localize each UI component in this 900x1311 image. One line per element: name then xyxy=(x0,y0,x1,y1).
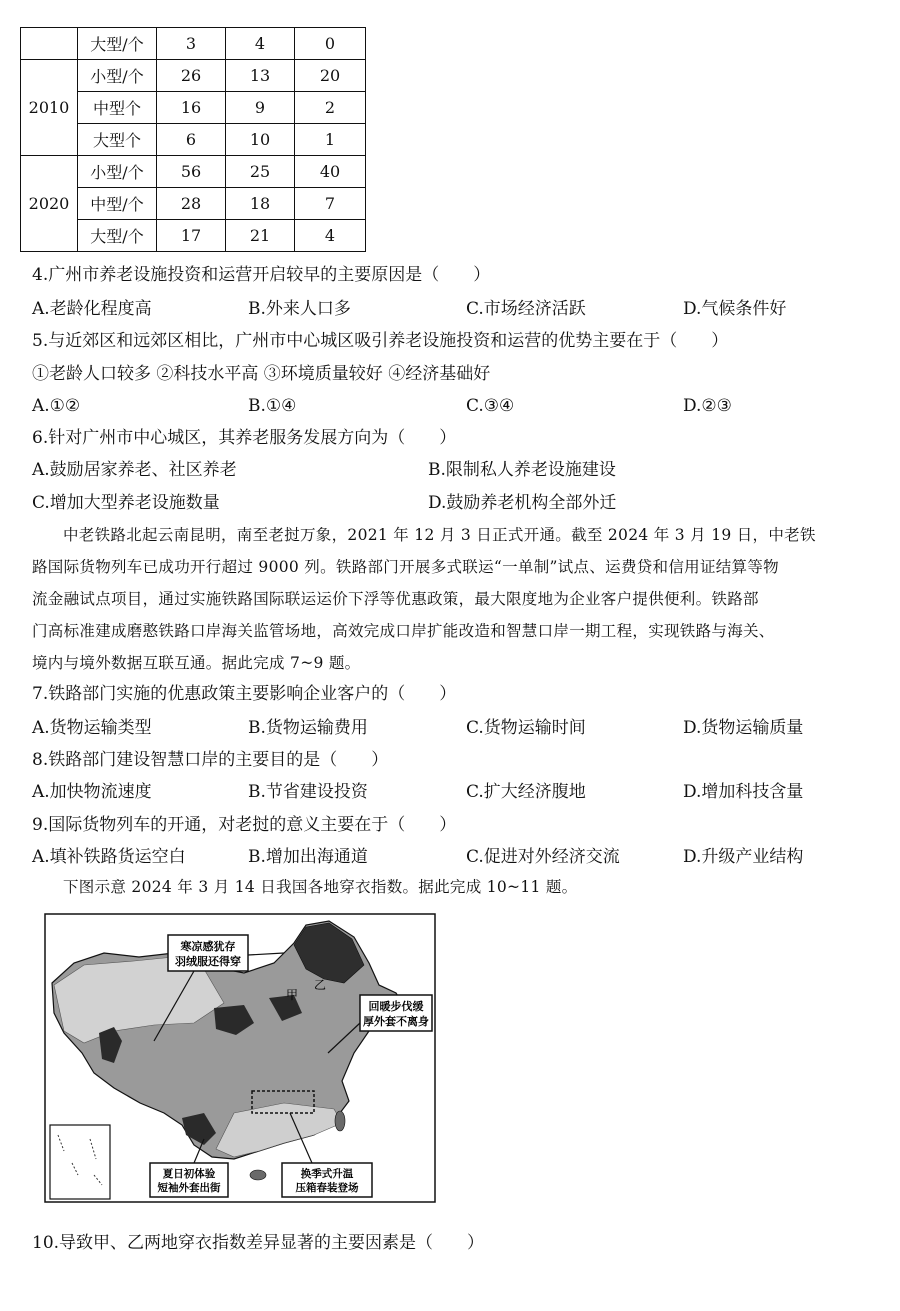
question-8-stem: 8.铁路部门建设智慧口岸的主要目的是（ ） xyxy=(32,750,389,770)
passage-line: 中老铁路北起云南昆明，南至老挝万象，2021 年 12 月 3 日正式开通。截至 2024 年 3 月 19 日，中老铁 xyxy=(63,526,816,544)
south-china-sea-inset xyxy=(50,1125,110,1199)
callout-text: 压箱春装登场 xyxy=(295,1182,359,1194)
table-cell-value: 17 xyxy=(157,220,226,252)
question-5-stem: 5.与近郊区和远郊区相比，广州市中心城区吸引养老设施投资和运营的优势主要在于（ ） xyxy=(32,331,729,351)
table-cell-value: 10 xyxy=(226,124,295,156)
table-cell-value: 13 xyxy=(226,60,295,92)
table-cell-value: 1 xyxy=(295,124,366,156)
callout-text: 夏日初体验 xyxy=(162,1168,216,1180)
table-cell-value: 3 xyxy=(157,28,226,60)
callout-text: 羽绒服还得穿 xyxy=(175,955,241,968)
table-cell-size: 大型/个 xyxy=(78,28,157,60)
question-6-stem: 6.针对广州市中心城区，其养老服务发展方向为（ ） xyxy=(32,428,457,448)
q4-option-c: C.市场经济活跃 xyxy=(466,299,586,319)
facility-count-table xyxy=(20,27,366,252)
table-cell-size: 小型/个 xyxy=(78,156,157,188)
q4-option-b: B.外来人口多 xyxy=(248,299,351,319)
passage-china-laos-railway xyxy=(32,519,870,679)
question-7-stem: 7.铁路部门实施的优惠政策主要影响企业客户的（ ） xyxy=(32,684,457,704)
passage-line: 流金融试点项目，通过实施铁路国际联运运价下浮等优惠政策，最大限度地为企业客户提供便利。铁路部 xyxy=(32,590,759,608)
q8-option-a: A.加快物流速度 xyxy=(32,782,152,802)
table-cell-size: 中型/个 xyxy=(78,188,157,220)
q8-option-d: D.增加科技含量 xyxy=(683,782,804,802)
table-cell-value: 26 xyxy=(157,60,226,92)
q5-option-a: A.①② xyxy=(32,396,81,416)
question-4-stem: 4.广州市养老设施投资和运营开启较早的主要原因是（ ） xyxy=(32,265,491,285)
table-cell-year xyxy=(21,28,78,60)
table-cell-value: 56 xyxy=(157,156,226,188)
table-cell-value: 0 xyxy=(295,28,366,60)
table-cell-year: 2010 xyxy=(21,60,78,156)
q6-option-d: D.鼓励养老机构全部外迁 xyxy=(428,493,617,513)
passage-line: 境内与境外数据互联互通。据此完成 7~9 题。 xyxy=(32,654,361,672)
hainan-island xyxy=(250,1170,266,1180)
callout-text: 寒凉感犹存 xyxy=(180,940,236,953)
q6-option-a: A.鼓励居家养老、社区养老 xyxy=(32,460,237,480)
q5-option-b: B.①④ xyxy=(248,396,297,416)
question-10-stem: 10.导致甲、乙两地穿衣指数差异显著的主要因素是（ ） xyxy=(32,1233,485,1253)
q7-option-a: A.货物运输类型 xyxy=(32,718,152,738)
q4-option-d: D.气候条件好 xyxy=(683,299,787,319)
table-cell-value: 18 xyxy=(226,188,295,220)
table-row xyxy=(21,60,366,92)
q6-option-b: B.限制私人养老设施建设 xyxy=(428,460,616,480)
callout-text: 换季式升温 xyxy=(300,1168,354,1180)
q9-option-b: B.增加出海通道 xyxy=(248,847,368,867)
q5-option-d: D.②③ xyxy=(683,396,732,416)
table-cell-value: 28 xyxy=(157,188,226,220)
callout-text: 回暖步伐缓 xyxy=(368,1000,424,1013)
q7-option-d: D.货物运输质量 xyxy=(683,718,804,738)
table-cell-size: 中型个 xyxy=(78,92,157,124)
table-cell-value: 20 xyxy=(295,60,366,92)
question-9-stem: 9.国际货物列车的开通，对老挝的意义主要在于（ ） xyxy=(32,815,457,835)
q8-option-c: C.扩大经济腹地 xyxy=(466,782,586,802)
table-cell-value: 4 xyxy=(226,28,295,60)
table-cell-value: 6 xyxy=(157,124,226,156)
q7-option-c: C.货物运输时间 xyxy=(466,718,586,738)
callout-text: 厚外套不离身 xyxy=(363,1015,429,1028)
table-cell-year: 2020 xyxy=(21,156,78,252)
q5-option-c: C.③④ xyxy=(466,396,515,416)
label-jia: 甲 xyxy=(286,988,299,1002)
china-clothing-index-map xyxy=(44,913,436,1203)
callout-text: 短袖外套出街 xyxy=(157,1182,221,1194)
table-row xyxy=(21,28,366,60)
q9-option-a: A.填补铁路货运空白 xyxy=(32,847,186,867)
table-cell-value: 2 xyxy=(295,92,366,124)
table-cell-value: 40 xyxy=(295,156,366,188)
question-5-items: ①老龄人口较多 ②科技水平高 ③环境质量较好 ④经济基础好 xyxy=(32,364,491,384)
table-cell-value: 9 xyxy=(226,92,295,124)
table-cell-value: 4 xyxy=(295,220,366,252)
passage-clothing-index: 下图示意 2024 年 3 月 14 日我国各地穿衣指数。据此完成 10~11 题。 xyxy=(63,878,578,896)
table-cell-value: 21 xyxy=(226,220,295,252)
table-cell-size: 大型个 xyxy=(78,124,157,156)
table-cell-value: 16 xyxy=(157,92,226,124)
table-cell-size: 大型/个 xyxy=(78,220,157,252)
passage-line: 路国际货物列车已成功开行超过 9000 列。铁路部门开展多式联运“一单制”试点、运费贷和信用证结算等物 xyxy=(32,558,779,576)
q4-option-a: A.老龄化程度高 xyxy=(32,299,152,319)
table-row xyxy=(21,156,366,188)
taiwan-island xyxy=(335,1111,345,1131)
q9-option-c: C.促进对外经济交流 xyxy=(466,847,620,867)
q9-option-d: D.升级产业结构 xyxy=(683,847,804,867)
passage-line: 门高标准建成磨憨铁路口岸海关监管场地，高效完成口岸扩能改造和智慧口岸一期工程，实现铁路与海关、 xyxy=(32,622,775,640)
label-yi: 乙 xyxy=(314,978,327,992)
q7-option-b: B.货物运输费用 xyxy=(248,718,368,738)
table-cell-value: 7 xyxy=(295,188,366,220)
q6-option-c: C.增加大型养老设施数量 xyxy=(32,493,220,513)
table-cell-value: 25 xyxy=(226,156,295,188)
table-cell-size: 小型/个 xyxy=(78,60,157,92)
q8-option-b: B.节省建设投资 xyxy=(248,782,368,802)
